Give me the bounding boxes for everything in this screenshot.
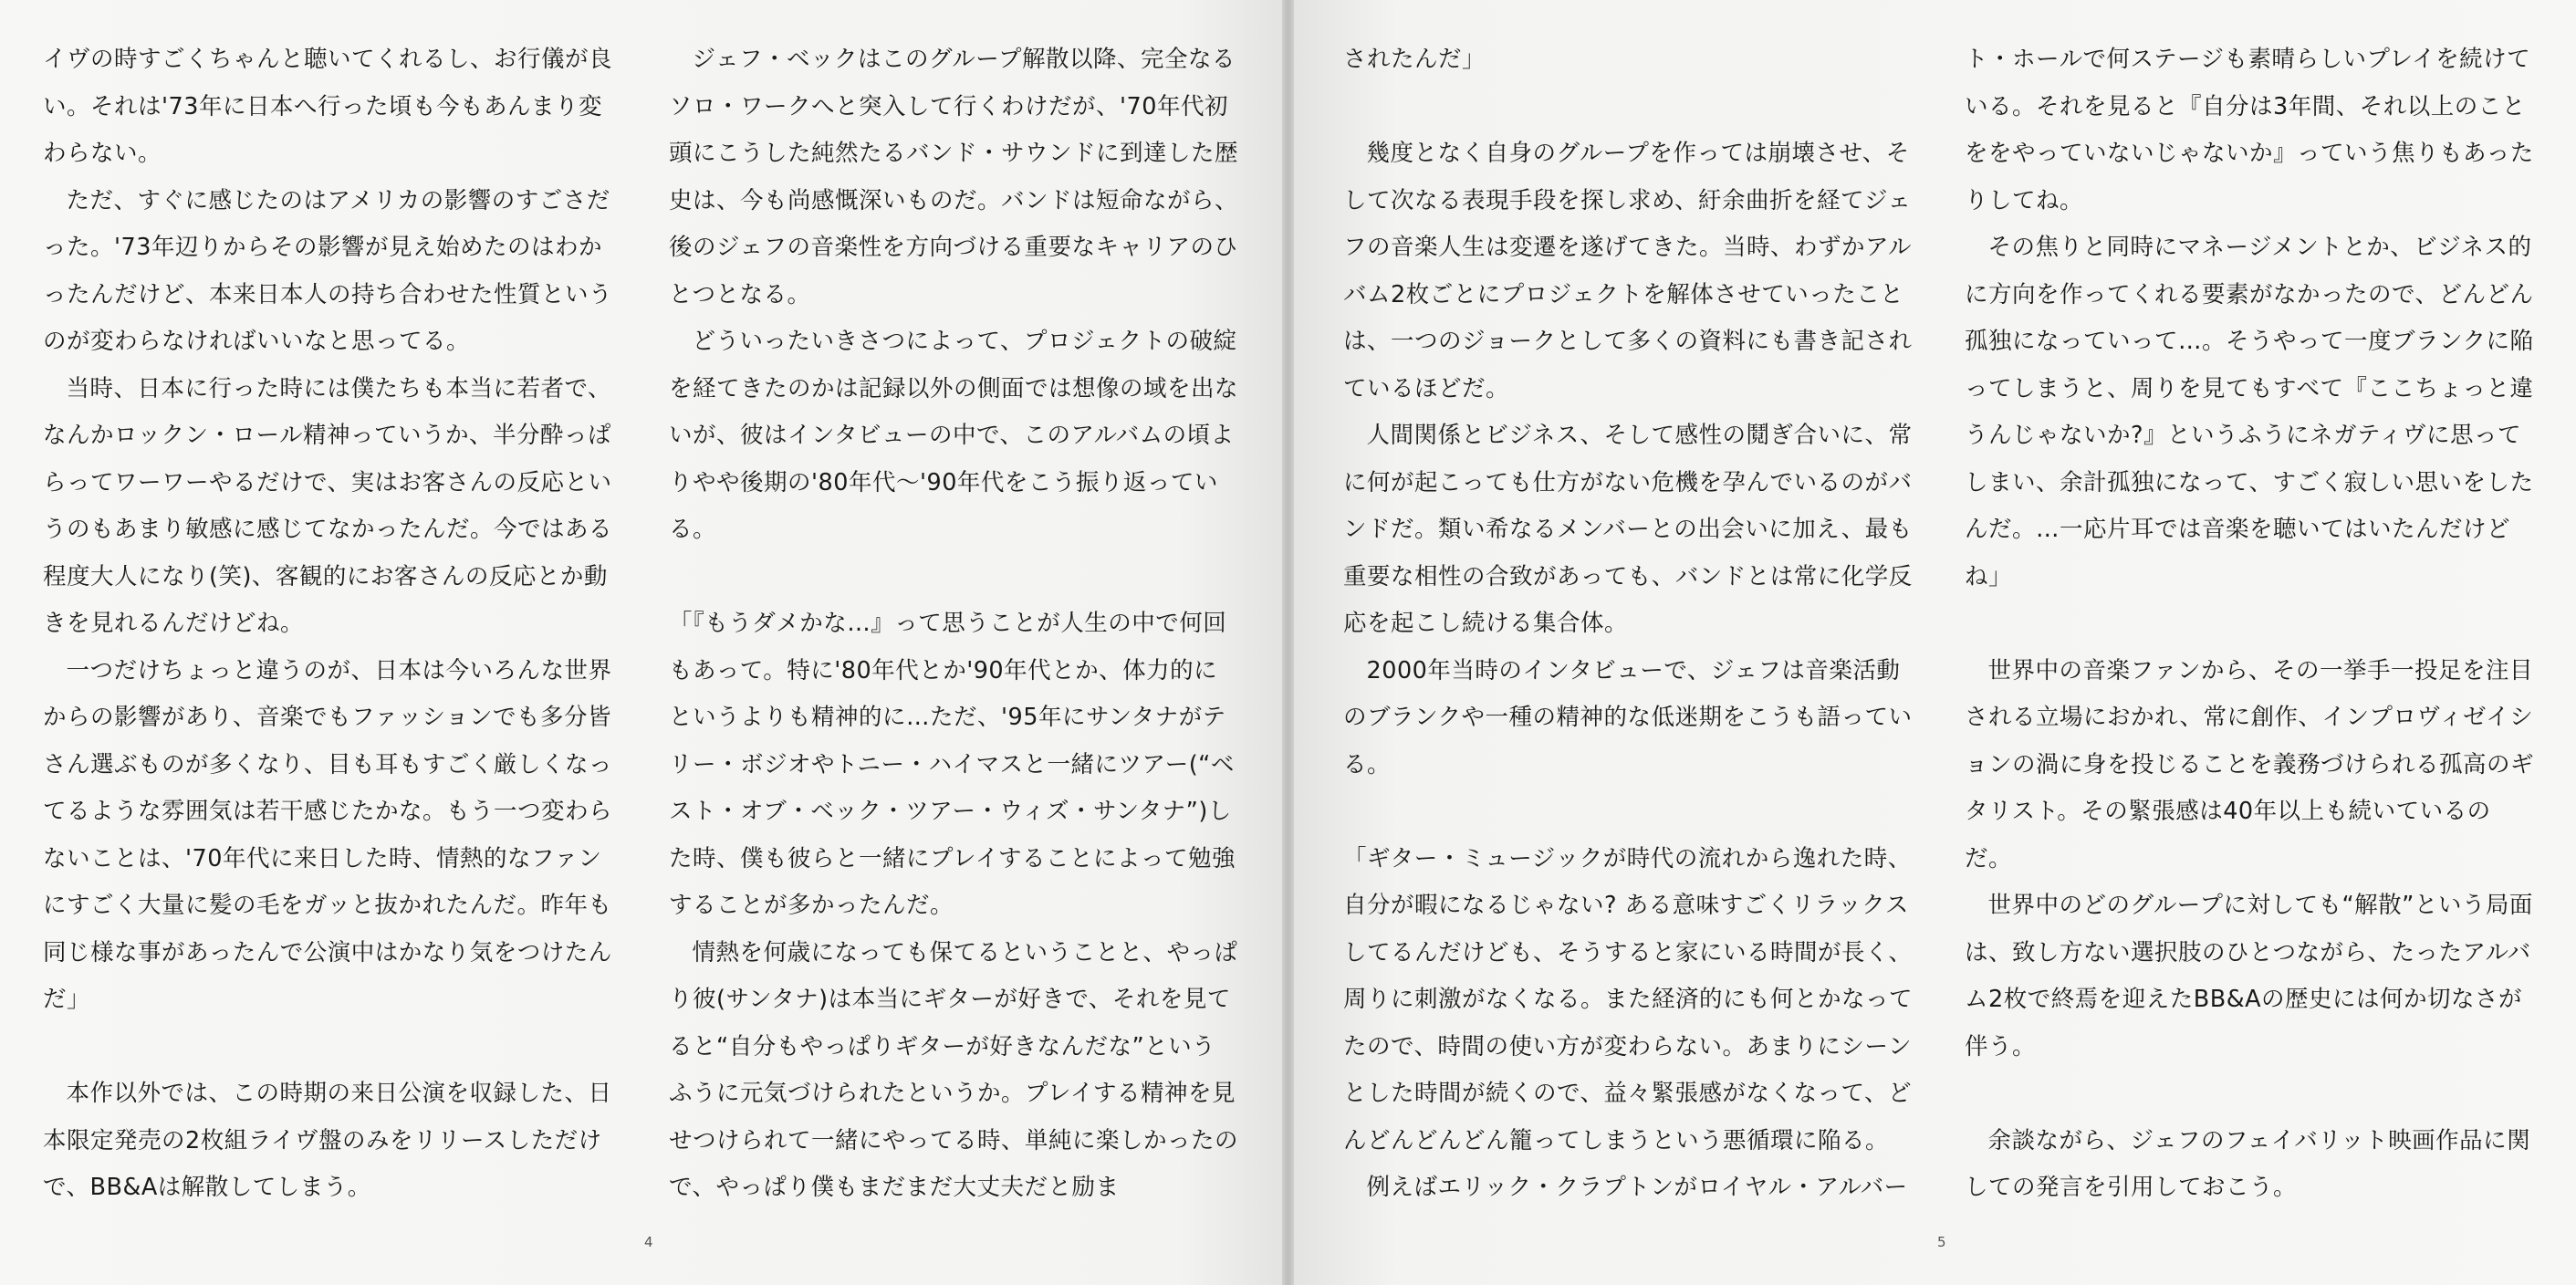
- paragraph: イヴの時すごくちゃんと聴いてくれるし、お行儀が良い。それは'73年に日本へ行った頃も今もあんまり変わらない。: [43, 46, 613, 167]
- paragraph: されたんだ」: [1343, 46, 1486, 73]
- left-page: [0, 0, 1282, 1285]
- paragraph: 世界中のどのグループに対しても“解散”という局面は、致し方ない選択肢のひとつながら、たったアルバム2枚で終焉を迎えたBB&Aの歴史には何か切なさが伴う。: [1965, 892, 2533, 1060]
- paragraph-spacer: [669, 554, 1239, 601]
- paragraph: 情熱を何歳になっても保てるということと、やっぱり彼(サンタナ)は本当にギターが好きで、それを見てると“自分もやっぱりギターが好きなんだな”というふうに元気づけられたというか。プレイする精神を見せつけられて一緒にやってる時、単純に楽しかったので、やっぱり僕もまだまだ大丈夫だと励ま: [669, 938, 1239, 1201]
- paragraph: 一つだけちょっと違うのが、日本は今いろんな世界からの影響があり、音楽でもファッションでも多分皆さん選ぶものが多くなり、目も耳もすごく厳しくなってるような雰囲気は若干感じたかな。もう一つ変わらないことは、'70年代に来日した時、情熱的なファンにすごく大量に髪の毛をガッと抜かれたんだ。昨年も同じ様な事があったんで公演中はかなり気をつけたんだ」: [43, 656, 613, 1013]
- left-page-column-1: [43, 37, 613, 1212]
- paragraph: ト・ホールで何ステージも素晴らしいプレイを続けている。それを見ると『自分は3年間、それ以上のことををやっていないじゃないか』っていう焦りもあったりしてね。: [1965, 46, 2534, 214]
- paragraph: 人間関係とビジネス、そして感性の鬩ぎ合いに、常に何が起こっても仕方がない危機を孕んでいるのがバンドだ。類い希なるメンバーとの出会いに加え、最も重要な相性の合致があっても、バンドとは常に化学反応を起こし続ける集合体。: [1343, 422, 1913, 637]
- paragraph: 世界中の音楽ファンから、その一挙手一投足を注目される立場におかれ、常に創作、インプロヴィゼイションの渦に身を投じることを義務づけられる孤高のギタリスト。その緊張感は40年以上も続いているのだ。: [1965, 656, 2535, 872]
- page-number: 4: [644, 1234, 653, 1250]
- page-number: 5: [1937, 1234, 1946, 1250]
- paragraph: 本作以外では、この時期の来日公演を収録した、日本限定発売の2枚組ライヴ盤のみをリリースしただけで、BB&Aは解散してしまう。: [43, 1080, 612, 1201]
- right-page: [1294, 0, 2576, 1285]
- paragraph: 「『もうダメかな…』って思うことが人生の中で何回もあって。特に'80年代とか'90年代とか、体力的にというよりも精神的に…ただ、'95年にサンタナがテリー・ボジオやトニー・ハイマスと一緒にツアー(“ベスト・オブ・ベック・ツアー・ウィズ・サンタナ”)した時、僕も彼らと一緒にプレイすることによって勉強することが多かったんだ。: [669, 610, 1236, 919]
- paragraph-spacer: [1343, 789, 1914, 836]
- left-page-column-2: [669, 37, 1239, 1212]
- paragraph: 幾度となく自身のグループを作っては崩壊させ、そして次なる表現手段を探し求め、紆余曲折を経てジェフの音楽人生は変遷を遂げてきた。当時、わずかアルバム2枚ごとにプロジェクトを解体させていったことは、一つのジョークとして多くの資料にも書き記されているほどだ。: [1343, 140, 1913, 402]
- paragraph-spacer: [1343, 84, 1914, 131]
- paragraph-spacer: [43, 1024, 613, 1071]
- paragraph: 例えばエリック・クラプトンがロイヤル・アルバー: [1366, 1174, 1908, 1201]
- right-page-column-2: [1965, 37, 2535, 1212]
- paragraph: ただ、すぐに感じたのはアメリカの影響のすごさだった。'73年辺りからその影響が見え始めたのはわかったんだけど、本来日本人の持ち合わせた性質というのが変わらなければいいなと思ってる。: [43, 186, 613, 355]
- paragraph: どういったいきさつによって、プロジェクトの破綻を経てきたのかは記録以外の側面では想像の域を出ないが、彼はインタビューの中で、このアルバムの頃よりやや後期の'80年代〜'90年代をこう振り返っている。: [669, 328, 1239, 543]
- right-page-column-1: [1343, 37, 1914, 1212]
- paragraph: 当時、日本に行った時には僕たちも本当に若者で、なんかロックン・ロール精神っていうか、半分酔っぱらってワーワーやるだけで、実はお客さんの反応というのもあまり敏感に感じてなかったんだ。今ではある程度大人になり(笑)、客観的にお客さんの反応とか動きを見れるんだけどね。: [43, 374, 613, 637]
- paragraph: ジェフ・ベックはこのグループ解散以降、完全なるソロ・ワークへと突入して行くわけだが、'70年代初頭にこうした純然たるバンド・サウンドに到達した歴史は、今も尚感慨深いものだ。バンドは短命ながら、後のジェフの音楽性を方向づける重要なキャリアのひとつとなる。: [669, 46, 1239, 308]
- paragraph-spacer: [1965, 601, 2535, 648]
- paragraph: 2000年当時のインタビューで、ジェフは音楽活動のブランクや一種の精神的な低迷期をこうも語っている。: [1343, 656, 1913, 778]
- gutter-divider: [1282, 0, 1294, 1285]
- paragraph: 余談ながら、ジェフのフェイバリット映画作品に関しての発言を引用しておこう。: [1965, 1126, 2531, 1201]
- paragraph-spacer: [1965, 1071, 2535, 1118]
- paragraph: 「ギター・ミュージックが時代の流れから逸れた時、自分が暇になるじゃない? ある意味すごくリラックスしてるんだけども、そうすると家にいる時間が長く、周りに刺激がなくなる。また経済的にも何とかなってたので、時間の使い方が変わらない。あまりにシーンとした時間が続くので、益々緊張感がなくなって、どんどんどんどん籠ってしまうという悪循環に陥る。: [1343, 844, 1914, 1154]
- paragraph: その焦りと同時にマネージメントとか、ビジネス的に方向を作ってくれる要素がなかったので、どんどん孤独になっていって…。そうやって一度ブランクに陥ってしまうと、周りを見てもすべて『ここちょっと違うんじゃないか?』というふうにネガティヴに思ってしまい、余計孤独になって、すごく寂しい思いをしたんだ。…一応片耳では音楽を聴いてはいたんだけどね」: [1965, 234, 2534, 590]
